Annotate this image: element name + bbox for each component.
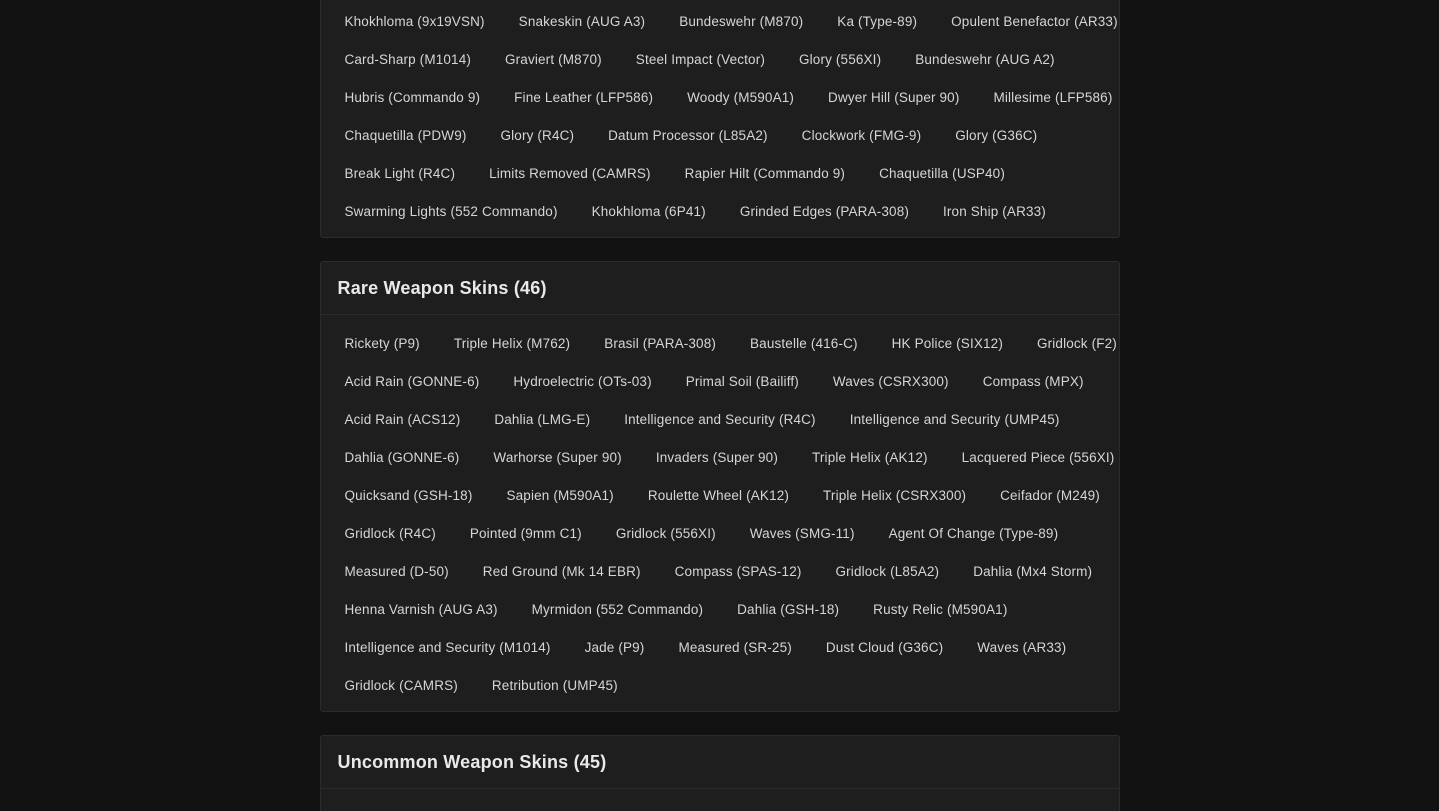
skin-button[interactable]: Compass (MPX) [975,367,1092,395]
skin-row [337,197,1103,225]
skin-button[interactable]: Glory (R4C) [493,121,583,149]
skin-button[interactable]: HK Police (SIX12) [884,329,1011,357]
skin-button[interactable]: Break Light (R4C) [337,159,464,187]
skin-button[interactable]: Dahlia (GONNE-6) [337,443,468,471]
skin-button[interactable]: Dahlia (LMG-E) [486,405,598,433]
skin-button[interactable]: Intelligence and Security (UMP45) [842,405,1068,433]
skin-button[interactable]: Chaquetilla (PDW9) [337,121,475,149]
rare-weapon-skins-header [321,262,1119,315]
skin-button[interactable]: Woody (M590A1) [679,83,802,111]
skin-row [337,443,1115,471]
skin-button[interactable]: Gridlock (CAMRS) [337,671,466,699]
skin-button[interactable]: Ka (Type-89) [829,7,925,35]
skin-button[interactable]: Steel Impact (Vector) [628,45,773,73]
skin-button[interactable]: Gridlock (F2) [1029,329,1125,357]
skin-row [337,557,1103,585]
skin-button[interactable]: Roulette Wheel (AK12) [640,481,797,509]
skin-button[interactable]: Triple Helix (CSRX300) [815,481,974,509]
rare-weapon-skins-panel [320,261,1120,712]
skin-button[interactable]: Millesime (LFP586) [985,83,1120,111]
skin-button[interactable]: Clockwork (FMG-9) [794,121,930,149]
skin-button[interactable]: Bundeswehr (M870) [671,7,811,35]
skin-button[interactable]: Opulent Benefactor (AR33) [943,7,1126,35]
skin-button[interactable]: Acid Rain (GONNE-6) [337,367,488,395]
skin-row [337,45,1103,73]
skin-button[interactable]: Iron Ship (AR33) [935,197,1054,225]
skin-button[interactable]: Warhorse (Super 90) [485,443,629,471]
skin-button[interactable]: Dwyer Hill (Super 90) [820,83,967,111]
skin-button[interactable]: Intelligence and Security (M1014) [337,633,559,661]
weapon-skins-list [321,0,1119,237]
skin-row [337,405,1103,433]
skin-row [337,83,1113,111]
skin-row [337,671,1103,699]
content-column [320,0,1120,811]
skin-row [337,7,1118,35]
skin-button[interactable]: Quicksand (GSH-18) [337,481,481,509]
skin-button[interactable]: Retribution (UMP45) [484,671,626,699]
skin-button[interactable]: Intelligence and Security (R4C) [616,405,824,433]
skin-button[interactable]: Baustelle (416-C) [742,329,866,357]
skin-button[interactable]: Dust Cloud (G36C) [818,633,951,661]
skin-button[interactable]: Henna Varnish (AUG A3) [337,595,506,623]
skin-button[interactable]: Triple Helix (AK12) [804,443,936,471]
skin-button[interactable]: Gridlock (R4C) [337,519,444,547]
skin-button[interactable]: Chaquetilla (USP40) [871,159,1013,187]
uncommon-weapon-skins-header [321,736,1119,789]
skin-button[interactable]: Hubris (Commando 9) [337,83,489,111]
skin-button[interactable]: Lacquered Piece (556XI) [954,443,1123,471]
skin-button[interactable]: Khokhloma (9x19VSN) [337,7,493,35]
skin-button[interactable]: Rusty Relic (M590A1) [865,595,1015,623]
skin-row [337,481,1103,509]
skin-button[interactable]: Waves (SMG-11) [742,519,863,547]
skin-row [337,633,1103,661]
skin-button[interactable]: Ceifador (M249) [992,481,1108,509]
skin-button[interactable]: Rapier Hilt (Commando 9) [677,159,853,187]
skin-button[interactable]: Triple Helix (M762) [446,329,578,357]
skin-button[interactable]: Compass (SPAS-12) [667,557,810,585]
rare-weapon-skins-title: Rare Weapon Skins (46) [337,277,547,298]
skin-button[interactable]: Measured (D-50) [337,557,457,585]
rare-weapon-skins-list [321,315,1119,711]
skin-button[interactable]: Grinded Edges (PARA-308) [732,197,917,225]
skin-button[interactable]: Acid Rain (ACS12) [337,405,469,433]
skin-button[interactable]: Invaders (Super 90) [648,443,786,471]
skin-row [337,367,1103,395]
skin-row [337,329,1117,357]
weapon-skins-panel-clipped-top [320,0,1120,238]
skin-button[interactable]: Glory (556XI) [791,45,889,73]
skin-button[interactable]: Fine Leather (LFP586) [506,83,661,111]
skin-button[interactable]: Sapien (M590A1) [499,481,622,509]
skin-button[interactable]: Gridlock (L85A2) [828,557,948,585]
skin-button[interactable]: Bundeswehr (AUG A2) [907,45,1062,73]
uncommon-weapon-skins-panel [320,735,1120,811]
skin-row [337,159,1103,187]
skin-button[interactable]: Rickety (P9) [337,329,428,357]
skin-button[interactable]: Dahlia (GSH-18) [729,595,847,623]
skin-button[interactable]: Datum Processor (L85A2) [600,121,776,149]
skin-button[interactable]: Brasil (PARA-308) [596,329,724,357]
skin-button[interactable]: Snakeskin (AUG A3) [511,7,654,35]
uncommon-weapon-skins-title: Uncommon Weapon Skins (45) [337,751,607,772]
skin-button[interactable]: Myrmidon (552 Commando) [524,595,712,623]
skin-button[interactable]: Dahlia (Mx4 Storm) [965,557,1100,585]
skin-button[interactable]: Measured (SR-25) [670,633,799,661]
skin-button[interactable]: Gridlock (556XI) [608,519,724,547]
skin-button[interactable]: Hydroelectric (OTs-03) [505,367,659,395]
skin-button[interactable]: Card-Sharp (M1014) [337,45,480,73]
skin-button[interactable]: Graviert (M870) [497,45,610,73]
skin-button[interactable]: Glory (G36C) [947,121,1045,149]
skin-button[interactable]: Jade (P9) [577,633,653,661]
skin-button[interactable]: Waves (CSRX300) [825,367,957,395]
uncommon-weapon-skins-list [321,789,1119,811]
skin-button[interactable]: Swarming Lights (552 Commando) [337,197,566,225]
skin-button[interactable]: Pointed (9mm C1) [462,519,590,547]
skin-row [337,519,1103,547]
skin-button[interactable]: Primal Soil (Bailiff) [678,367,807,395]
skin-row [337,121,1103,149]
skin-button[interactable]: Red Ground (Mk 14 EBR) [475,557,649,585]
skin-button[interactable]: Limits Removed (CAMRS) [481,159,659,187]
skin-row [337,595,1103,623]
skin-button[interactable]: Khokhloma (6P41) [584,197,714,225]
skin-button[interactable]: Waves (AR33) [969,633,1074,661]
skin-button[interactable]: Agent Of Change (Type-89) [881,519,1067,547]
